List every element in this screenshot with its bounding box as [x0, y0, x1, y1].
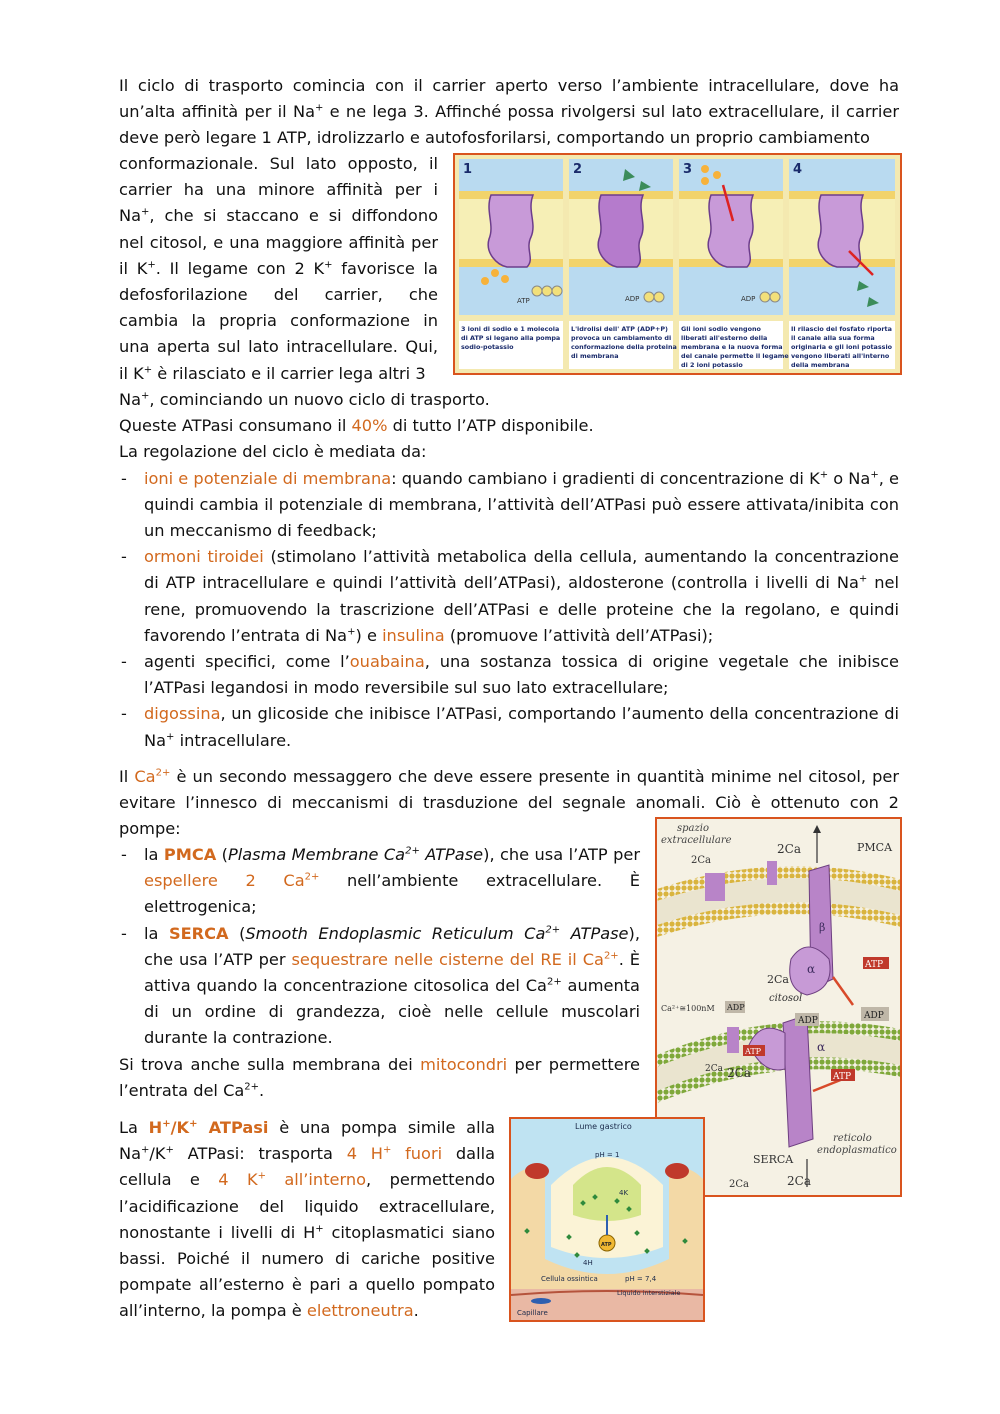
svg-text:2Ca: 2Ca [705, 1064, 723, 1074]
svg-text:ADP: ADP [741, 295, 756, 303]
svg-text:α: α [817, 1040, 826, 1054]
svg-text:endoplasmatico: endoplasmatico [817, 1145, 897, 1156]
panel-4 [789, 159, 895, 315]
svg-text:di ATP si legano alla pompa: di ATP si legano alla pompa [461, 334, 561, 342]
svg-text:ADP: ADP [798, 1016, 818, 1026]
svg-text:1: 1 [463, 162, 473, 177]
svg-text:della membrana: della membrana [791, 361, 850, 369]
paragraph-wrap: conformazionale. Sul lato opposto, il carrier ha una minore affinità per i Na+, che si staccano e si diffondono nel citosol, e una maggiore affinità per il K+. Il legame con 2 K+ favorisce la defosforilazione del carrier, che cambia la propria conformazione in una aperta sul lato intracellulare. Qui, il K+ è rilasciato e il carrier lega altri 3 [119, 154, 438, 383]
svg-text:Liquido interstiziale: Liquido interstiziale [617, 1289, 681, 1297]
list-item: - la SERCA (Smooth Endoplasmic Reticulum $Ca^{2+}$ ATPase), che usa l’ATP per sequestrare nelle cisterne del RE il $Ca^{2+}$. È attiva quando la concentrazione citosolica del $Ca^{2+}$ aumenta di un ordine di grandezza, cioè nelle cellule muscolari durante la contrazione. [119, 921, 640, 1052]
svg-text:conformazione della proteina: conformazione della proteina [571, 343, 677, 351]
svg-text:2Ca: 2Ca [691, 855, 711, 866]
paragraph-consumption: Queste ATPasi consumano il 40% di tutto l’ATP disponibile. [119, 416, 594, 436]
svg-text:ATP: ATP [601, 1242, 612, 1248]
svg-text:ADP: ADP [727, 1003, 745, 1012]
calcium-intro: Il $Ca^{2+}$ è un secondo messaggero che deve essere presente in quantità minime nel citosol, per evitare l’innesco di meccanismi di trasduzione del segnale anomali. Ciò è ottenuto con 2 pompe: [119, 767, 900, 839]
svg-text:2Ca: 2Ca [727, 1066, 751, 1080]
svg-text:2Ca: 2Ca [729, 1179, 749, 1190]
list-item: - digossina, un glicoside che inibisce l’ATPasi, comportando l’aumento della concentrazione di Na+ intracellulare. [119, 701, 899, 753]
svg-text:Gli ioni sodio vengono: Gli ioni sodio vengono [681, 325, 761, 333]
list-item: - agenti specifici, come l’ouabaina, una sostanza tossica di origine vegetale che inibisce l’ATPasi legandosi in modo reversibile sul suo lato extracellulare; [119, 649, 899, 701]
list-item: - la PMCA (Plasma Membrane $Ca^{2+}$ ATPase), che usa l’ATP per espellere 2 $Ca^{2+}$ nell’ambiente extracellulare. È elettrogenica; [119, 842, 640, 921]
svg-text:del canale permette il legame: del canale permette il legame [681, 352, 789, 360]
svg-text:Ca²⁺≅100nM: Ca²⁺≅100nM [661, 1004, 715, 1013]
svg-text:α: α [807, 962, 816, 976]
svg-text:SERCA: SERCA [753, 1153, 794, 1166]
svg-text:Capillare: Capillare [517, 1309, 548, 1317]
main-text-block [119, 387, 899, 754]
panel-2 [569, 159, 673, 315]
svg-text:il canale alla sua forma: il canale alla sua forma [791, 334, 875, 342]
regulation-list [119, 466, 899, 754]
svg-text:di membrana: di membrana [571, 352, 619, 360]
svg-text:citosol: citosol [769, 993, 803, 1004]
paragraph-tail: Na+, cominciando un nuovo ciclo di trasporto. [119, 390, 490, 409]
paragraph-intro: Il ciclo di trasporto comincia con il carrier aperto verso l’ambiente intracellulare, dove ha un’alta affinità per il Na+ e ne lega 3. Affinché possa rivolgersi sul lato extracellulare, il carrier deve però legare 1 ATP, idrolizzarlo e autofosforilarsi, comportando un proprio cambiamento [119, 76, 900, 148]
svg-text:PMCA: PMCA [857, 841, 893, 854]
svg-text:ATP: ATP [745, 1047, 762, 1056]
svg-text:4H: 4H [583, 1259, 593, 1267]
svg-text:4: 4 [793, 162, 803, 177]
svg-text:ADP: ADP [864, 1011, 884, 1021]
svg-text:reticolo: reticolo [833, 1133, 872, 1144]
list-item: - ioni e potenziale di membrana: quando cambiano i gradienti di concentrazione di K+ o Na+, e quindi cambia il potenziale di membrana, l’attività dell’ATPasi può essere attivata/inibita con un meccanismo di feedback; [119, 466, 899, 545]
svg-text:ATP: ATP [865, 960, 884, 970]
list-item: - ormoni tiroidei (stimolano l’attività metabolica della cellula, aumentando la concentrazione di ATP intracellulare e quindi l’attività dell’ATPasi), aldosterone (controlla i livelli di Na+ nel rene, promuovendo la trascrizione dell’ATPasi e delle proteine che la regolano, e quindi favorendo l’entrata di Na+) e insulina (promuove l’attività dell’ATPasi); [119, 544, 899, 649]
svg-text:extracellulare: extracellulare [661, 835, 732, 846]
svg-text:membrana e la nuova forma: membrana e la nuova forma [681, 343, 783, 351]
svg-text:Il rilascio del fosfato riport: Il rilascio del fosfato riporta [791, 325, 892, 333]
panel-1 [459, 159, 563, 315]
svg-text:vengono liberati all'interno: vengono liberati all'interno [791, 352, 890, 360]
svg-text:Cellula ossintica: Cellula ossintica [541, 1275, 598, 1283]
svg-text:liberati all'esterno della: liberati all'esterno della [681, 334, 768, 342]
panel-3 [679, 159, 783, 315]
svg-text:Lume gastrico: Lume gastrico [575, 1122, 632, 1131]
svg-text:sodio-potassio: sodio-potassio [461, 343, 514, 351]
mitochondria-note: Si trova anche sulla membrana dei mitocondri per permettere l’entrata del $Ca^{2+}$. [119, 1054, 640, 1100]
svg-text:provoca un cambiamento di: provoca un cambiamento di [571, 334, 672, 342]
captions [459, 321, 895, 369]
svg-text:3 ioni di sodio e 1 molecola: 3 ioni di sodio e 1 molecola [461, 325, 560, 333]
svg-text:2: 2 [573, 162, 583, 177]
svg-text:di 2 ioni potassio: di 2 ioni potassio [681, 361, 743, 369]
svg-text:originaria e gli ioni potassio: originaria e gli ioni potassio [791, 343, 893, 351]
svg-text:L'idrolisi dell' ATP (ADP+P): L'idrolisi dell' ATP (ADP+P) [571, 325, 668, 333]
svg-text:2Ca: 2Ca [787, 1174, 811, 1188]
hk-atpase-paragraph: La H+/K+ ATPasi è una pompa simile alla Na+/K+ ATPasi: trasporta 4 H+ fuori dalla cellula e 4 K+ all’interno, permettendo l’acidificazione del liquido extracellulare, nonostante i livelli di H+ citoplasmatici siano bassi. Poiché il numero di cariche positive pompate all’esterno è pari a quello pompato all’interno, la pompa è elettroneutra. [119, 1118, 496, 1321]
parietal-cell-figure [509, 1117, 705, 1322]
svg-text:pH = 1: pH = 1 [595, 1151, 620, 1159]
svg-text:2Ca: 2Ca [767, 973, 789, 986]
svg-text:spazio: spazio [677, 823, 709, 834]
svg-text:ATP: ATP [517, 297, 530, 305]
calcium-pumps [119, 842, 640, 1104]
svg-text:2Ca: 2Ca [777, 842, 801, 856]
svg-text:ADP: ADP [625, 295, 640, 303]
svg-text:β: β [819, 921, 826, 934]
svg-text:3: 3 [683, 162, 693, 177]
calcium-pump-list [119, 842, 640, 1052]
svg-text:4K: 4K [619, 1189, 629, 1197]
svg-text:ATP: ATP [833, 1072, 852, 1082]
regulation-intro: La regolazione del ciclo è mediata da: [119, 442, 427, 462]
na-k-pump-figure [453, 153, 902, 375]
svg-text:pH = 7,4: pH = 7,4 [625, 1275, 657, 1283]
